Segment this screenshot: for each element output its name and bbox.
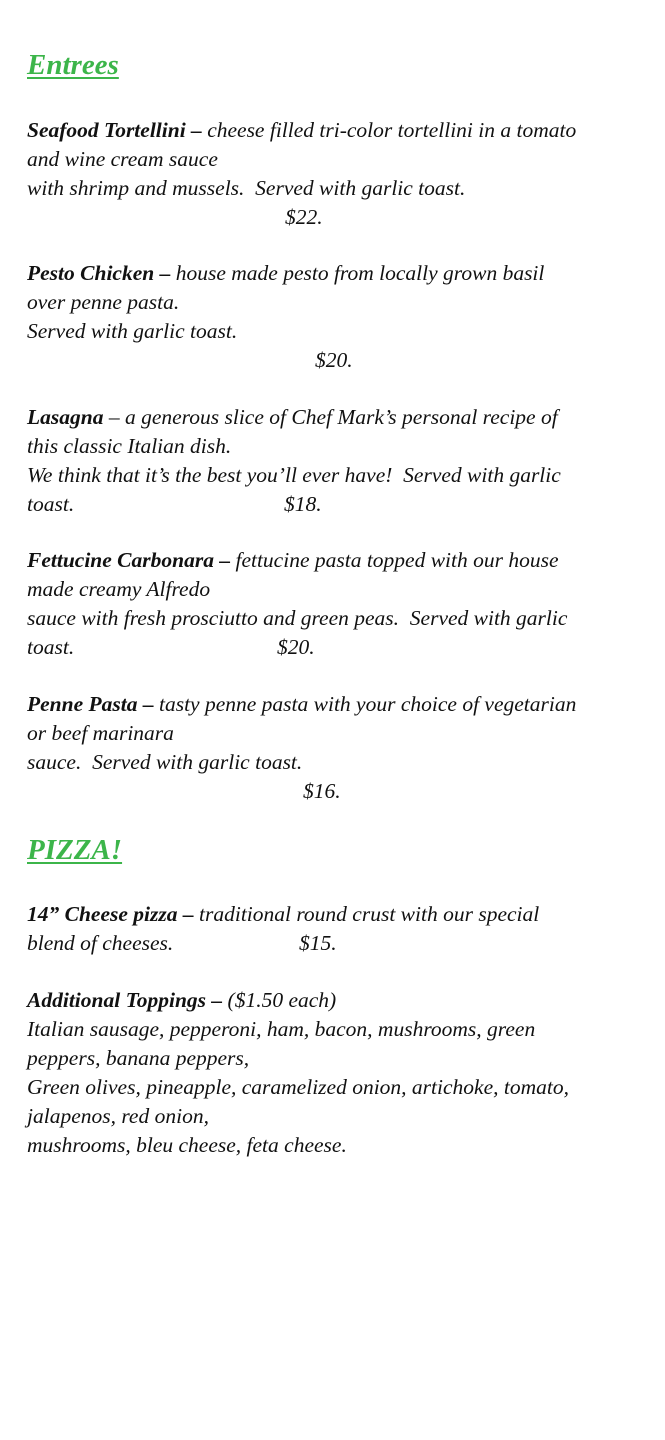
- additional-toppings-desc-6: mushrooms, bleu cheese, feta cheese.: [27, 1133, 347, 1157]
- cheese-pizza-desc-2: blend of cheeses.: [27, 931, 174, 955]
- penne-pasta-line-1: [27, 690, 576, 719]
- cheese-pizza-line-1: [27, 900, 539, 929]
- additional-toppings-desc-3: peppers, banana peppers,: [27, 1046, 250, 1070]
- pesto-chicken-line-1: [27, 259, 544, 288]
- cheese-pizza-price: $15.: [299, 931, 337, 955]
- fettucine-carbonara-desc-1: fettucine pasta topped with our house: [230, 548, 559, 572]
- lasagna-price: $18.: [284, 492, 322, 516]
- fettucine-carbonara-desc-4: toast.: [27, 635, 75, 659]
- seafood-tortellini-line-1: [27, 116, 576, 145]
- cheese-pizza-name: 14” Cheese pizza –: [27, 902, 194, 926]
- penne-pasta-desc-3: sauce. Served with garlic toast.: [27, 750, 303, 774]
- lasagna-name: Lasagna: [27, 405, 104, 429]
- lasagna-desc-4: toast.: [27, 492, 75, 516]
- additional-toppings-name: Additional Toppings –: [27, 988, 223, 1012]
- entrees-heading: Entrees: [27, 49, 119, 81]
- fettucine-carbonara-desc-2: made creamy Alfredo: [27, 577, 211, 601]
- pesto-chicken-price: $20.: [315, 348, 353, 372]
- pesto-chicken-desc-1: house made pesto from locally grown basil: [170, 261, 545, 285]
- seafood-tortellini-desc-2: and wine cream sauce: [27, 147, 218, 171]
- seafood-tortellini-desc-3: with shrimp and mussels. Served with garlic toast.: [27, 176, 466, 200]
- additional-toppings-desc-5: jalapenos, red onion,: [27, 1104, 209, 1128]
- penne-pasta-price: $16.: [303, 779, 341, 803]
- seafood-tortellini-price: $22.: [285, 205, 323, 229]
- pizza-heading: PIZZA!: [27, 834, 123, 866]
- lasagna-desc-1: – a generous slice of Chef Mark’s personal recipe of: [103, 405, 558, 429]
- fettucine-carbonara-price: $20.: [277, 635, 315, 659]
- additional-toppings-desc-2: Italian sausage, pepperoni, ham, bacon, mushrooms, green: [27, 1017, 536, 1041]
- lasagna-line-1: [27, 403, 558, 432]
- fettucine-carbonara-desc-3: sauce with fresh prosciutto and green peas. Served with garlic: [27, 606, 568, 630]
- seafood-tortellini-name: Seafood Tortellini –: [27, 118, 202, 142]
- cheese-pizza-desc-1: traditional round crust with our special: [193, 902, 540, 926]
- additional-toppings-line-1: [27, 986, 336, 1015]
- lasagna-desc-2: this classic Italian dish.: [27, 434, 232, 458]
- penne-pasta-desc-1: tasty penne pasta with your choice of vegetarian: [153, 692, 577, 716]
- fettucine-carbonara-name: Fettucine Carbonara –: [27, 548, 231, 572]
- penne-pasta-name: Penne Pasta –: [27, 692, 154, 716]
- additional-toppings-price-note: ($1.50 each): [222, 988, 337, 1012]
- seafood-tortellini-desc-1: cheese filled tri-color tortellini in a tomato: [201, 118, 577, 142]
- additional-toppings-desc-4: Green olives, pineapple, caramelized onion, artichoke, tomato,: [27, 1075, 569, 1099]
- penne-pasta-desc-2: or beef marinara: [27, 721, 174, 745]
- pesto-chicken-desc-3: Served with garlic toast.: [27, 319, 238, 343]
- fettucine-carbonara-line-1: [27, 546, 559, 575]
- pesto-chicken-name: Pesto Chicken –: [27, 261, 171, 285]
- lasagna-desc-3: We think that it’s the best you’ll ever have! Served with garlic: [27, 463, 561, 487]
- pesto-chicken-desc-2: over penne pasta.: [27, 290, 180, 314]
